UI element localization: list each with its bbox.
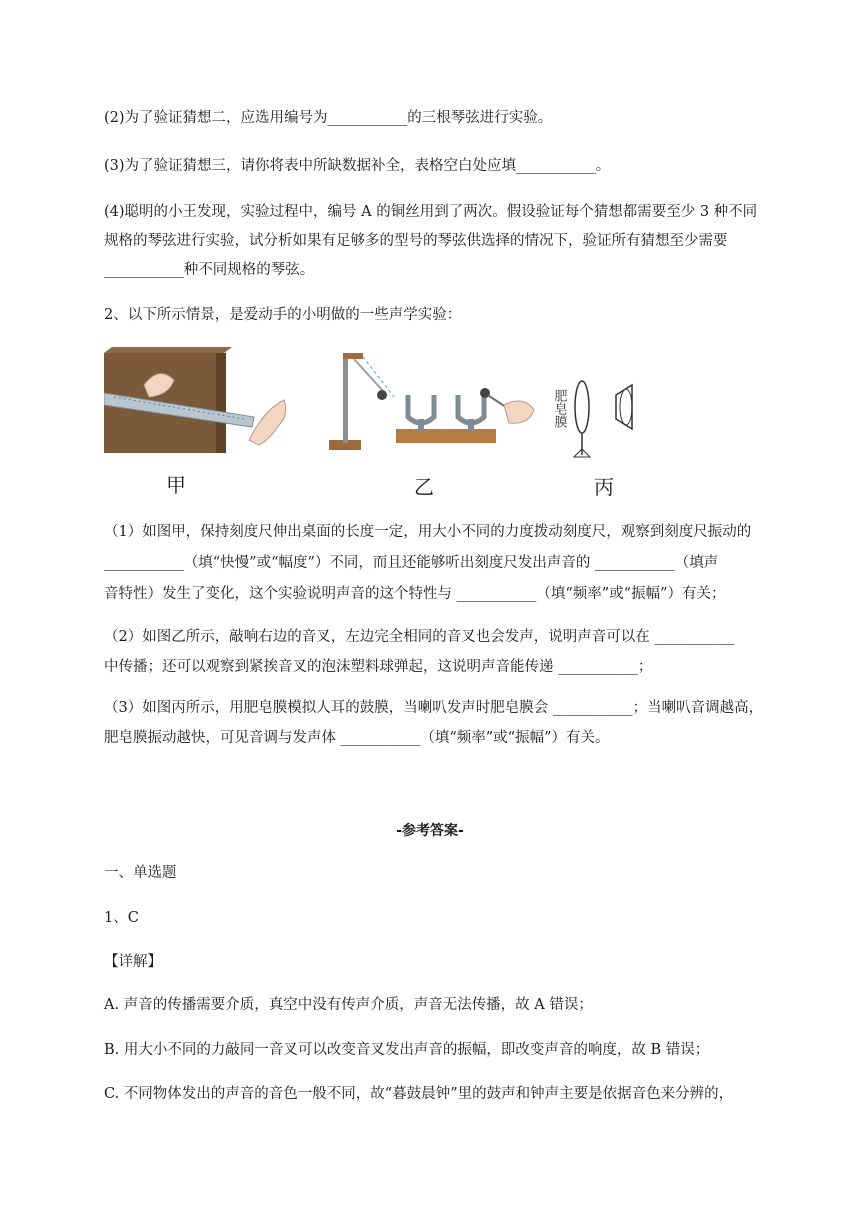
q1-part2: (2)为了验证猜想二，应选用编号为___________的三根琴弦进行实验。 [104, 110, 553, 126]
experiment-illustration [104, 345, 664, 500]
q1-part3: (3)为了验证猜想三，请你将表中所缺数据补全，表格空白处应填___________。 [104, 158, 611, 174]
answer-item-1: 1、C [104, 910, 139, 926]
q1-part4-line2: 规格的琴弦进行实验，试分析如果有足够多的型号的琴弦供选择的情况下，验证所有猜想至少需要 [104, 233, 728, 249]
caption-jia: 甲 [166, 473, 186, 497]
explanation-c: C. 不同物体发出的声音的音色一般不同，故“暮鼓晨钟”里的鼓声和钟声主要是依据音色来分辨的， [104, 1086, 734, 1102]
experiment-figure [104, 345, 664, 500]
explanation-a: A. 声音的传播需要介质，真空中没有传声介质，声音无法传播，故 A 错误； [104, 997, 593, 1013]
caption-yi: 乙 [414, 475, 434, 499]
q2-sub2-line2: 中传播；还可以观察到紧挨音叉的泡沫塑料球弹起，这说明声音能传递 ___________； [104, 659, 653, 675]
answers-heading: -参考答案- [396, 823, 464, 839]
q2-sub3-line1: （3）如图丙所示，用肥皂膜模拟人耳的鼓膜，当喇叭发声时肥皂膜会 ___________；当喇叭音调越高， [104, 700, 764, 716]
q1-part4-line3: ___________种不同规格的琴弦。 [104, 262, 315, 278]
figure-c-soap-membrane [574, 381, 632, 457]
question-2-title: 2、以下所示情景，是爱动手的小明做的一些声学实验： [104, 307, 462, 323]
figure-b-tuning-forks [329, 353, 534, 450]
answers-section-title: 一、单选题 [104, 865, 177, 881]
explanation-b: B. 用大小不同的力敲同一音叉可以改变音叉发出声音的振幅，即改变声音的响度，故 B 错误； [104, 1042, 710, 1058]
detail-label: 【详解】 [104, 954, 162, 970]
caption-bing: 丙 [594, 475, 614, 499]
q2-sub2-line1: （2）如图乙所示，敲响右边的音叉，左边完全相同的音叉也会发声，说明声音可以在 ___________ [104, 629, 735, 645]
q2-sub3-line2: 肥皂膜振动越快，可见音调与发声体 ___________（填“频率”或“振幅”）有关。 [104, 730, 610, 746]
q2-sub1-line2: ___________（填“快慢”或“幅度”）不同，而且还能够听出刻度尺发出声音的 ___________（填声 [104, 555, 719, 571]
membrane-label: 肥皂膜 [551, 389, 567, 428]
q2-sub1-line1: （1）如图甲，保持刻度尺伸出桌面的长度一定，用大小不同的力度拨动刻度尺，观察到刻度尺振动的 [104, 524, 752, 540]
q2-sub1-line3: 音特性）发生了变化，这个实验说明声音的这个特性与 ___________（填“频率”或“振幅”）有关； [104, 586, 726, 602]
q1-part4-line1: (4)聪明的小王发现，实验过程中，编号 A 的铜丝用到了两次。假设验证每个猜想都需要至少 3 种不同 [104, 204, 758, 220]
figure-a-ruler-on-table [104, 347, 286, 453]
